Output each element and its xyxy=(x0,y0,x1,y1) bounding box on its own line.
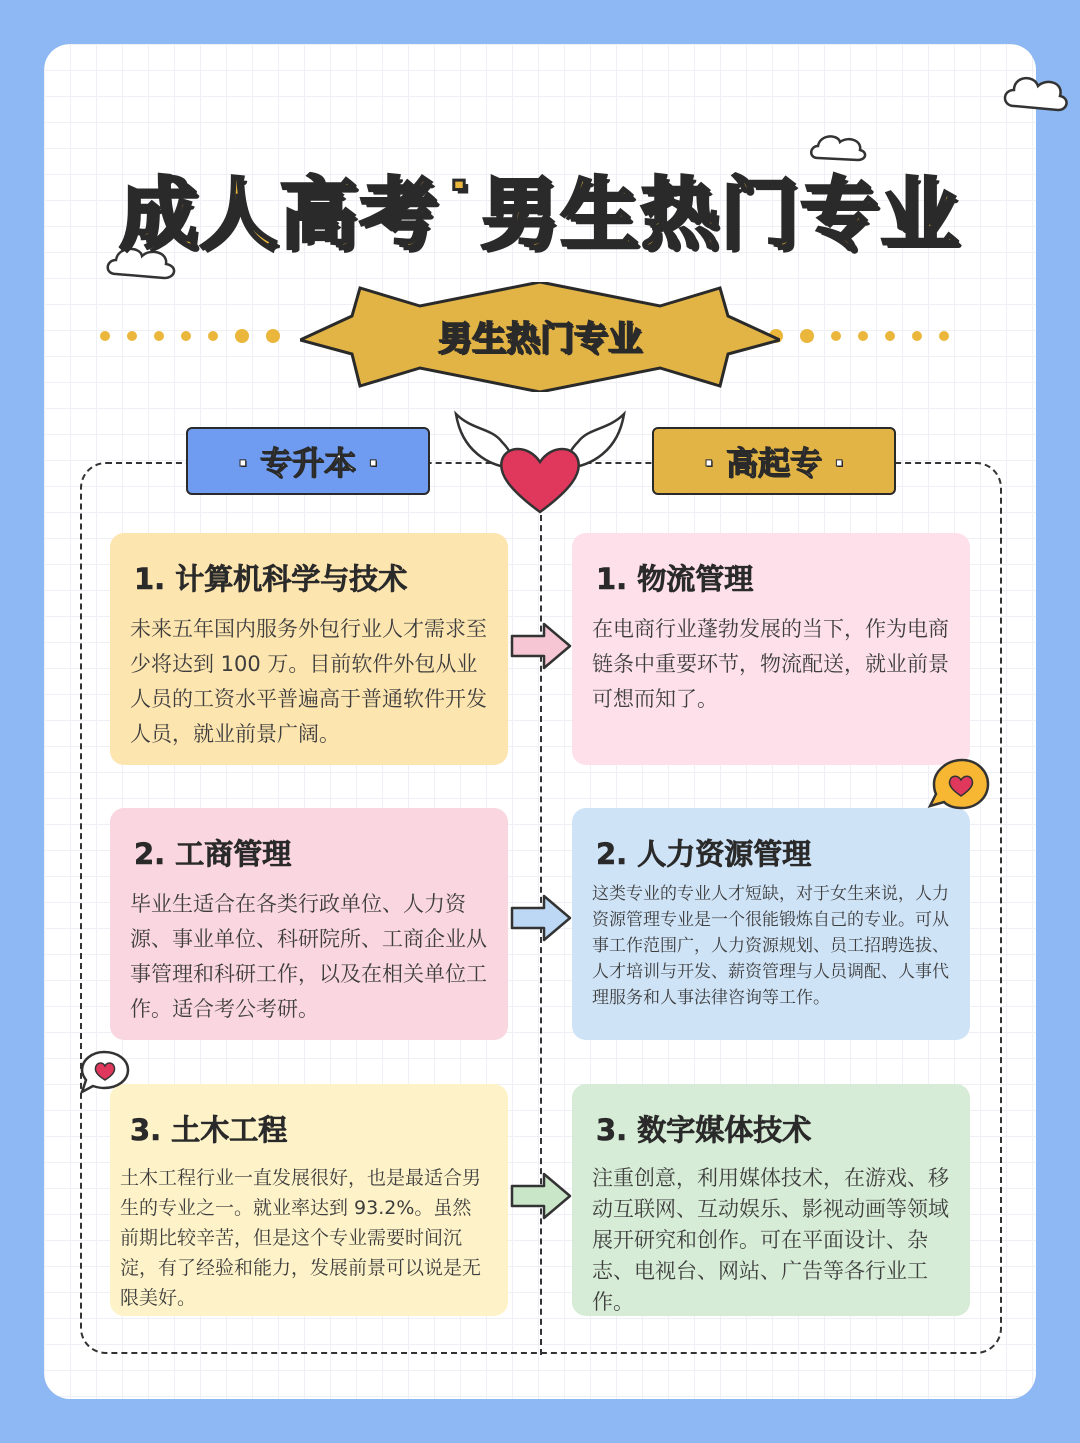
winged-heart-icon xyxy=(450,408,630,518)
page-title: 成人高考˙男生热门专业 xyxy=(119,170,961,260)
card-title: 3. 数字媒体技术 xyxy=(596,1113,812,1147)
dot-row-left xyxy=(100,328,280,344)
card-human-resources xyxy=(572,808,970,1040)
tab-upgrade-bachelor[interactable]: · 专升本 · xyxy=(186,427,430,495)
card-title: 2. 工商管理 xyxy=(134,837,292,871)
card-computer-science xyxy=(110,533,508,765)
card-title: 3. 土木工程 xyxy=(130,1113,288,1147)
arrow-right-icon xyxy=(510,622,572,670)
card-text: 注重创意，利用媒体技术，在游戏、移动互联网、互动娱乐、影视动画等领域展开研究和创作。可在平面设计、杂志、电视台、网站、广告等各行业工作。 xyxy=(592,1166,949,1314)
card-logistics xyxy=(572,533,970,765)
card-text: 在电商行业蓬勃发展的当下，作为电商链条中重要环节，物流配送，就业前景可想而知了。 xyxy=(592,617,949,711)
card-text: 毕业生适合在各类行政单位、人力资源、事业单位、科研院所、工商企业从事管理和科研工作，以及在相关单位工作。适合考公考研。 xyxy=(130,892,487,1021)
card-civil-engineering xyxy=(110,1084,508,1316)
card-text: 这类专业的专业人才短缺，对于女生来说，人力资源管理专业是一个很能锻炼自己的专业。可从事工作范围广，人力资源规划、员工招聘选拔、人才培训与开发、薪资管理与人员调配、人事代理服务和人事法律咨询等工作。 xyxy=(592,884,949,1008)
heart-bubble-icon xyxy=(926,756,992,816)
card-text: 未来五年国内服务外包行业人才需求至少将达到 100 万。目前软件外包从业人员的工资水平普遍高于普通软件开发人员，就业前景广阔。 xyxy=(130,617,487,746)
heart-bubble-icon xyxy=(78,1048,134,1096)
card-title: 2. 人力资源管理 xyxy=(596,837,812,871)
card-text: 土木工程行业一直发展很好，也是最适合男生的专业之一。就业率达到 93.2%。虽然前期比较辛苦，但是这个专业需要时间沉淀，有了经验和能力，发展前景可以说是无限美好。 xyxy=(120,1167,482,1309)
card-title: 1. 计算机科学与技术 xyxy=(134,562,408,596)
banner-title: 男生热门专业 xyxy=(438,319,642,359)
card-digital-media xyxy=(572,1084,970,1316)
cloud-icon xyxy=(1000,66,1072,118)
card-title: 1. 物流管理 xyxy=(596,562,754,596)
arrow-right-icon xyxy=(510,1172,572,1220)
card-business-admin xyxy=(110,808,508,1040)
tab-high-to-college[interactable]: · 高起专 · xyxy=(652,427,896,495)
arrow-right-icon xyxy=(510,894,572,942)
